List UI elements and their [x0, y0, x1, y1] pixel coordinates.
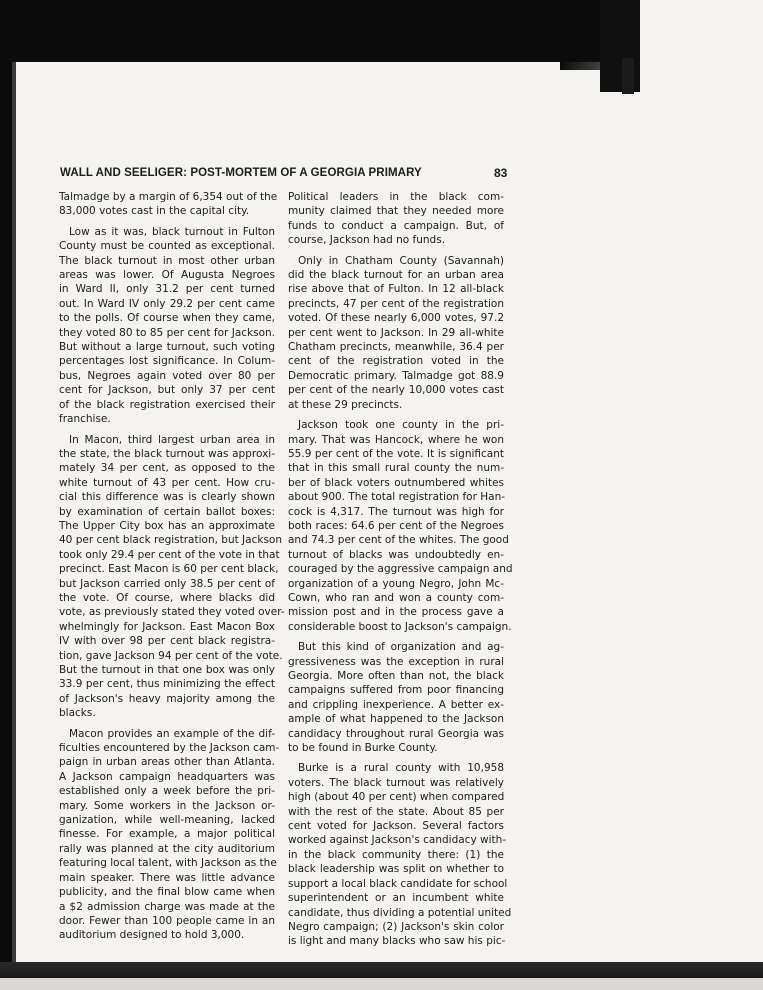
text-line: finesse. For example, a major political [59, 828, 275, 841]
text-line: Political leaders in the black com- [288, 191, 504, 203]
text-line: mary. That was Hancock, where he won [288, 433, 504, 446]
text-line: vote, as previously stated they voted over- [59, 606, 285, 619]
text-line: turnout of blacks was undoubtedly en- [288, 548, 504, 561]
text-line: Georgia. More often than not, the black [288, 670, 504, 682]
text-line: at these 29 precincts. [288, 398, 403, 411]
text-line: ganization, while well-meaning, lacked [59, 814, 275, 827]
text-line: But without a large turnout, such voting [59, 341, 275, 354]
text-line: considerable boost to Jackson's campaign. [288, 620, 512, 633]
text-line: to the polls. Of course when they came, [59, 312, 275, 325]
paragraph [288, 254, 504, 412]
text-line: Chatham precincts, meanwhile, 36.4 per [288, 341, 504, 354]
paragraph [288, 190, 504, 248]
text-line: rally was planned at the city auditorium [59, 842, 275, 855]
text-line: Talmadge by a margin of 6,354 out of the [59, 191, 278, 203]
text-line: blacks. [59, 707, 96, 720]
text-line: franchise. [59, 413, 111, 426]
text-line: mission post and in the process gave a [288, 606, 504, 619]
text-line: whelmingly for Jackson. East Macon Box [59, 620, 275, 633]
text-line: did the black turnout for an urban area [288, 269, 504, 282]
scan-border-bottom-band [0, 978, 763, 990]
paragraph [288, 418, 513, 634]
text-line: per cent went to Jackson. In 29 all-white [288, 326, 504, 339]
text-line: is light and many blacks who saw his pic- [288, 935, 506, 948]
scan-border-left-edge [12, 62, 16, 962]
text-line: precincts, 47 per cent of the registration [288, 297, 504, 310]
right-column [288, 190, 513, 949]
text-line: cent for Jackson, but only 37 per cent [59, 384, 275, 397]
text-line: of the black registration exercised their [59, 398, 275, 411]
page-number: 83 [494, 166, 508, 180]
text-line: in the black community there: (1) the [288, 848, 504, 861]
paragraph [59, 727, 280, 943]
text-line: featuring local talent, with Jackson as the [59, 857, 277, 870]
text-line: mary. Some workers in the Jackson or- [59, 799, 275, 812]
text-line: auditorium designed to hold 3,000. [59, 929, 245, 942]
text-line: ficulties encountered by the Jackson cam- [59, 742, 280, 755]
text-line: County must be counted as exceptional. [59, 240, 275, 253]
text-line: Negro campaign; (2) Jackson's skin color [288, 920, 504, 933]
text-line: 83,000 votes cast in the capital city. [59, 205, 250, 218]
text-line: candidate, thus dividing a potential united [288, 906, 512, 919]
text-line: they voted 80 to 85 per cent for Jackson. [59, 326, 275, 339]
text-line: support a local black candidate for school [288, 877, 508, 890]
text-line: Cown, who ran and won a county com- [288, 591, 504, 604]
text-line: Macon provides an example of the dif- [69, 727, 275, 740]
text-line: munity claimed that they needed more [288, 205, 504, 218]
text-line: and 74.3 per cent of the whites. The good [288, 534, 509, 547]
text-line: in Ward II, only 31.2 per cent turned [59, 283, 275, 296]
text-line: both races: 64.6 per cent of the Negroes [288, 519, 504, 532]
text-line: course, Jackson had no funds. [288, 234, 446, 247]
text-line: couraged by the aggressive campaign and [288, 563, 513, 576]
text-line: door. Fewer than 100 people came in an [59, 914, 275, 927]
text-line: Burke is a rural county with 10,958 [298, 762, 504, 775]
text-line: precinct. East Macon is 60 per cent black, [59, 563, 279, 576]
paragraph [59, 225, 275, 427]
text-line: the state, the black turnout was approxi- [59, 447, 275, 460]
text-line: cent voted for Jackson. Several factors [288, 820, 504, 833]
text-line: that in this small rural county the num- [288, 462, 504, 475]
paragraph [59, 433, 285, 721]
text-line: Only in Chatham County (Savannah) [298, 254, 504, 267]
text-line: the vote. Of course, where blacks did [59, 591, 275, 604]
text-line: a $2 admission charge was made at the [59, 900, 275, 913]
text-line: but Jackson carried only 38.5 per cent of [59, 577, 275, 590]
paragraph [59, 190, 278, 219]
text-line: gressiveness was the exception in rural [288, 655, 504, 668]
text-line: ample of what happened to the Jackson [288, 713, 504, 726]
text-line: In Macon, third largest urban area in [69, 433, 275, 446]
text-line: cock is 4,317. The turnout was high for [288, 505, 504, 518]
text-line: bus, Negroes again voted over 80 per [59, 369, 275, 382]
scan-border-top-corner [600, 0, 640, 92]
text-line: main speaker. There was little advance [59, 871, 275, 884]
text-line: Jackson took one county in the pri- [298, 419, 504, 432]
text-line: voters. The black turnout was relatively [288, 776, 504, 789]
text-line: 33.9 per cent, thus minimizing the effect [59, 678, 275, 691]
text-line: white turnout of 43 per cent. How cru- [59, 476, 275, 489]
text-line: black leadership was split on whether to [288, 863, 504, 876]
paragraph [288, 761, 512, 948]
text-line: 40 per cent black registration, but Jackson [59, 534, 282, 547]
text-line: high (about 40 per cent) when compared [288, 791, 505, 804]
text-line: The black turnout in most other urban [59, 254, 275, 267]
text-line: to be found in Burke County. [288, 742, 438, 755]
text-line: campaigns suffered from poor financing [288, 684, 504, 697]
text-line: The Upper City box has an approximate [59, 519, 275, 532]
text-line: 55.9 per cent of the vote. It is significant [288, 447, 504, 460]
text-line: funds to conduct a campaign. But, of [288, 219, 504, 232]
text-line: paign in urban areas other than Atlanta. [59, 756, 275, 769]
text-line: rise above that of Fulton. In 12 all-black [288, 283, 504, 296]
text-line: But this kind of organization and ag- [298, 641, 504, 654]
text-line: cent of the registration voted in the [288, 355, 504, 368]
text-line: IV with over 98 per cent black registra- [59, 635, 275, 648]
text-line: took only 29.4 per cent of the vote in that [59, 548, 280, 561]
text-line: But the turnout in that one box was only [59, 664, 275, 676]
text-line: superintendent or an incumbent white [288, 892, 504, 905]
text-line: percentages lost significance. In Colum- [59, 355, 275, 368]
text-line: mately 34 per cent, as opposed to the [59, 462, 275, 475]
text-line: per cent of the nearly 10,000 votes cast [288, 384, 504, 397]
text-line: publicity, and the final blow came when [59, 886, 275, 899]
text-line: worked against Jackson's candidacy with- [288, 834, 507, 847]
left-column [59, 190, 285, 943]
text-line: voted. Of these nearly 6,000 votes, 97.2 [288, 312, 504, 325]
text-line: candidacy throughout rural Georgia was [288, 727, 504, 740]
running-head: WALL AND SEELIGER: POST-MORTEM OF A GEORGIA PRIMARY [60, 167, 422, 179]
text-line: and crippling inexperience. A better ex- [288, 698, 504, 711]
text-line: ber of black voters outnumbered whites [288, 476, 504, 489]
text-line: of Jackson's heavy majority among the [59, 692, 275, 705]
scan-border-top-corner-edge [622, 58, 634, 94]
paragraph [288, 640, 504, 755]
text-line: about 900. The total registration for Han- [288, 491, 506, 504]
text-line: tion, gave Jackson 94 per cent of the vote. [59, 649, 283, 662]
text-line: cial this difference was is clearly shown [59, 491, 275, 504]
text-line: by examination of certain ballot boxes: [59, 505, 275, 518]
text-line: established only a week before the pri- [59, 785, 275, 798]
text-line: out. In Ward IV only 29.2 per cent came [59, 297, 275, 310]
scan-border-top [0, 0, 640, 62]
text-line: organization of a young Negro, John Mc- [288, 577, 504, 590]
text-line: Low as it was, black turnout in Fulton [69, 225, 275, 238]
scan-border-left [0, 0, 12, 990]
text-line: A Jackson campaign headquarters was [59, 770, 275, 783]
text-line: Democratic primary. Talmadge got 88.9 [288, 369, 504, 382]
text-line: with the rest of the state. About 85 per [288, 805, 504, 818]
text-line: areas was lower. Of Augusta Negroes [59, 269, 275, 282]
